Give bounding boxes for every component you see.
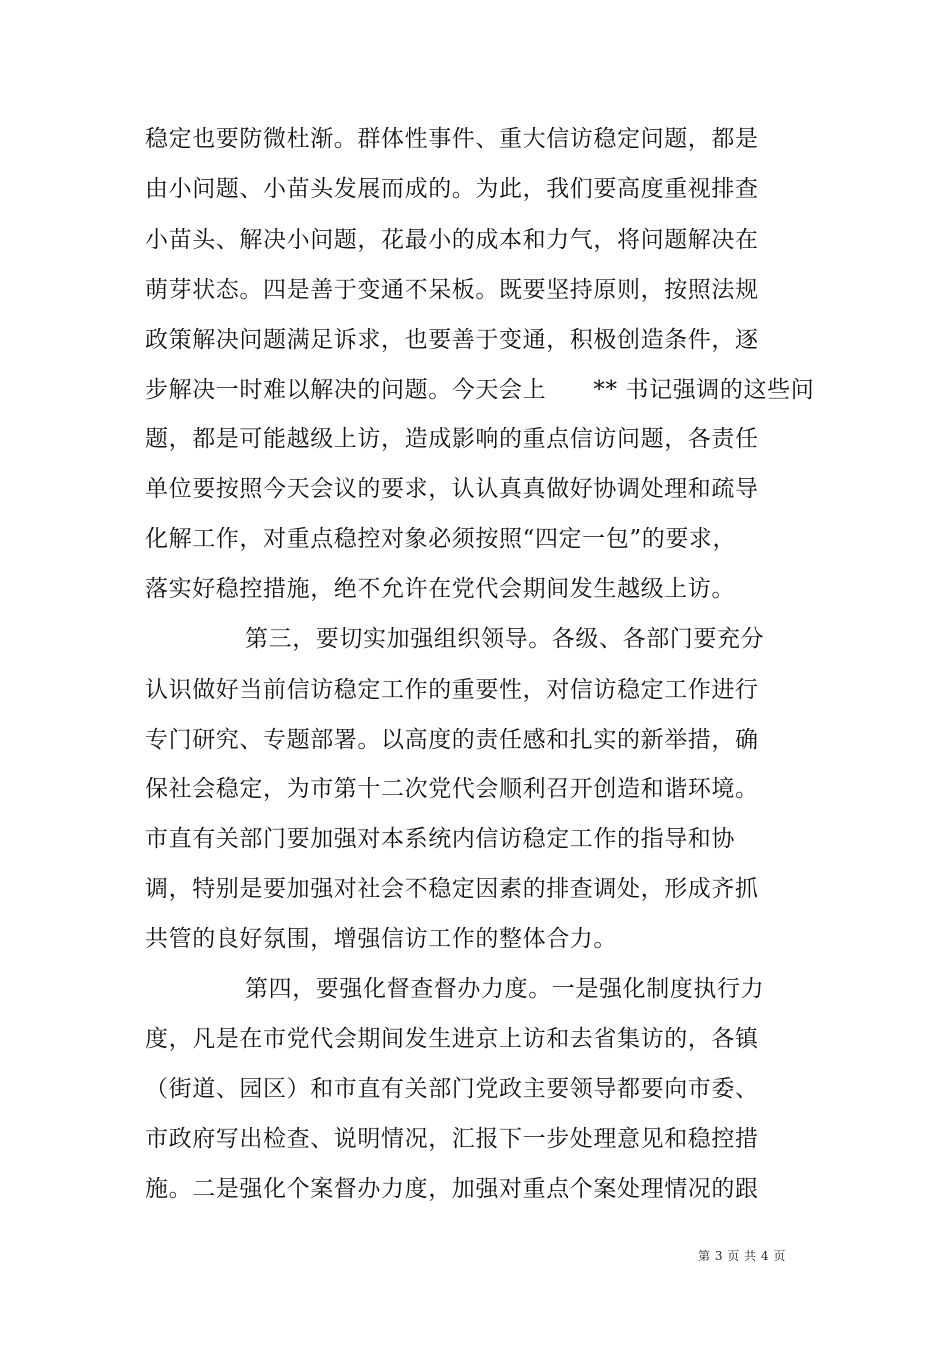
- body-text-line: 稳定也要防微杜渐。群体性事件、重大信访稳定问题，都是: [145, 126, 759, 152]
- body-text-line: 化解工作，对重点稳控对象必须按照“四定一包”的要求，: [145, 526, 737, 552]
- body-text-line: 保社会稳定，为市第十二次党代会顺利召开创造和谐环境。: [145, 776, 759, 802]
- body-text-line: 度，凡是在市党代会期间发生进京上访和去省集访的，各镇: [145, 1026, 759, 1052]
- body-text-line: 共管的良好氛围，增强信访工作的整体合力。: [145, 926, 617, 952]
- body-text-line: 认识做好当前信访稳定工作的重要性，对信访稳定工作进行: [145, 677, 759, 703]
- body-text-line: 市直有关部门要加强对本系统内信访稳定工作的指导和协: [145, 826, 735, 852]
- body-text-line: 题，都是可能越级上访，造成影响的重点信访问题，各责任: [145, 426, 759, 452]
- paragraph-start-line: 第三，要切实加强组织领导。各级、各部门要充分: [245, 626, 765, 652]
- page-number-footer: 第 3 页 共 4 页: [698, 1249, 786, 1263]
- body-text-line: 落实好稳控措施，绝不允许在党代会期间发生越级上访。: [145, 576, 735, 602]
- body-text-line: 调，特别是要加强对社会不稳定因素的排查调处，形成齐抓: [145, 876, 759, 902]
- body-text-line: 单位要按照今天会议的要求，认认真真做好协调处理和疏导: [145, 476, 759, 502]
- body-text-line: 由小问题、小苗头发展而成的。为此，我们要高度重视排查: [145, 176, 759, 202]
- body-text-line: 步解决一时难以解决的问题。今天会上 ** 书记强调的这些问: [145, 377, 815, 403]
- body-text-line: 施。二是强化个案督办力度，加强对重点个案处理情况的跟: [145, 1176, 759, 1202]
- body-text-line: 市政府写出检查、说明情况，汇报下一步处理意见和稳控措: [145, 1126, 759, 1152]
- body-text-line: 政策解决问题满足诉求，也要善于变通，积极创造条件，逐: [145, 327, 759, 353]
- body-text-line: 小苗头、解决小问题，花最小的成本和力气，将问题解决在: [145, 227, 759, 253]
- body-text-line: 专门研究、专题部署。以高度的责任感和扎实的新举措，确: [145, 727, 759, 753]
- paragraph-start-line: 第四，要强化督查督办力度。一是强化制度执行力: [245, 976, 765, 1002]
- body-text-line: （街道、园区）和市直有关部门党政主要领导都要向市委、: [145, 1076, 759, 1102]
- body-text-line: 萌芽状态。四是善于变通不呆板。既要坚持原则，按照法规: [145, 277, 759, 303]
